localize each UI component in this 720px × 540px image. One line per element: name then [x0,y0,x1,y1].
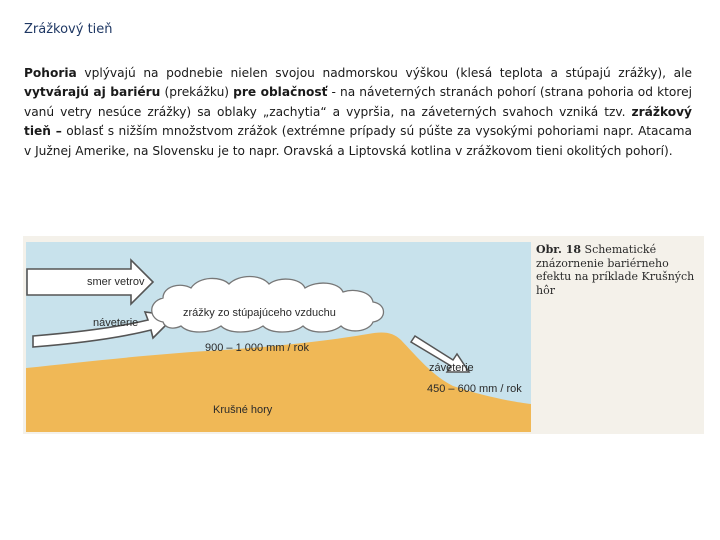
leeward-label: záveterie [429,362,474,374]
barrier-effect-figure [23,236,704,434]
bold-term: zrážkový tieň – [24,104,692,139]
leeward-precipitation-label: 450 – 600 mm / rok [427,383,522,395]
bold-term: pre oblačnosť [233,85,328,100]
figure-caption [536,243,704,297]
caption-text: Schematické znázornenie bariérneho efektu na príklade Krušných hôr [536,243,695,297]
page-title: Zrážkový tieň [24,22,113,37]
text-span: - na náveterných stranách pohorí (strana pohoria od ktorej vanú vetry nesúce zrážky) sa oblaky „zachytia“ a vypršia, na záveterných svahoch vzniká tzv. [24,85,692,119]
text-span: vplývajú na podnebie nielen svojou nadmorskou výškou (klesá teplota a stúpajú zrážky), ale [76,66,692,80]
bold-term: vytvárajú aj bariéru [24,85,161,100]
text-span: (prekážku) [160,85,234,100]
wind-direction-label: smer vetrov [87,276,145,288]
windward-precipitation-label: 900 – 1 000 mm / rok [205,342,309,354]
cloud-label: zrážky zo stúpajúceho vzduchu [183,307,336,319]
mountain-label: Krušné hory [213,404,273,416]
bold-term: Pohoria [24,66,77,80]
windward-label: náveterie [93,317,139,329]
caption-number: Obr. 18 [536,243,582,256]
body-paragraph [24,64,692,161]
text-span: oblasť s nižším množstvom zrážok (extrémne prípady sú púšte za vysokými pohoriami napr. Atacama v Južnej Amerike, na Slovensku je to napr. Oravská a Liptovská kotlina v zrážkovom tieni okolitých pohorí). [24,124,692,158]
